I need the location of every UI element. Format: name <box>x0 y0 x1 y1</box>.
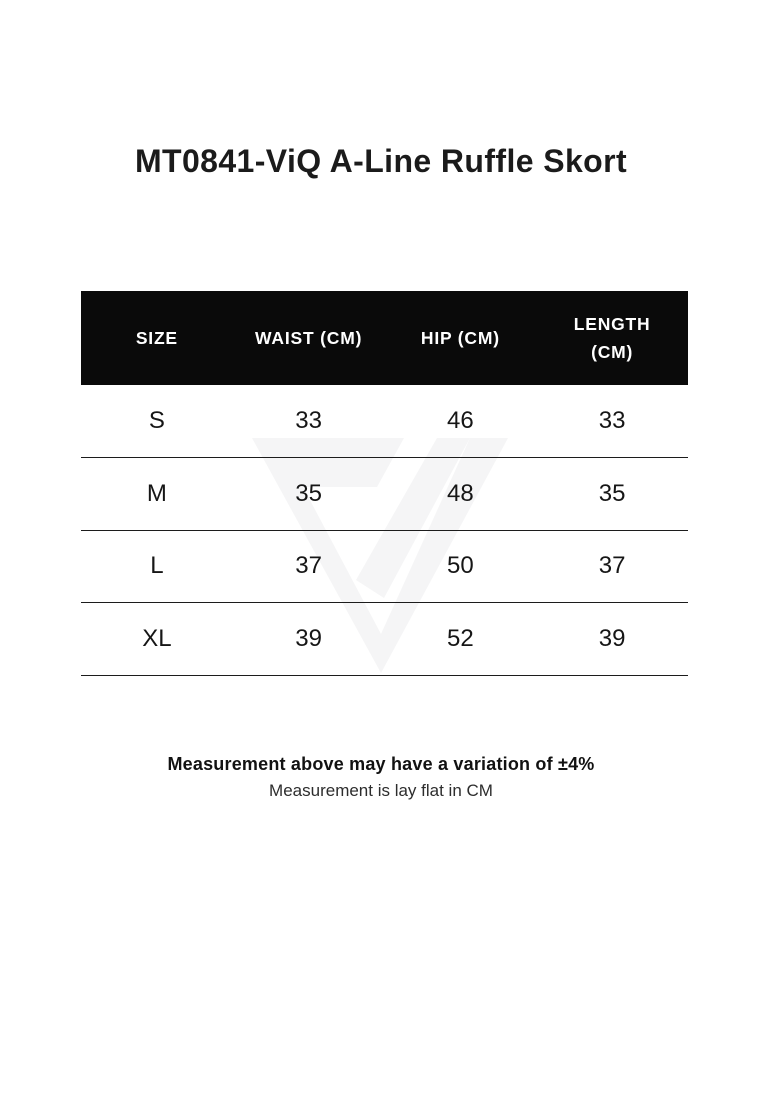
column-header-length-label: LENGTH (CM) <box>573 314 651 362</box>
column-header-waist <box>233 291 385 385</box>
column-header-length <box>536 291 688 385</box>
table-header <box>81 291 688 385</box>
header-row <box>81 291 688 385</box>
lay-flat-note: Measurement is lay flat in CM <box>269 781 493 801</box>
waist-cell: 35 <box>233 457 385 530</box>
length-cell: 33 <box>536 385 688 457</box>
table-row-xl <box>81 603 688 676</box>
size-chart-table <box>81 291 688 676</box>
waist-cell: 37 <box>233 530 385 603</box>
size-cell: L <box>81 530 233 603</box>
table-row-m <box>81 457 688 530</box>
column-header-size <box>81 291 233 385</box>
table-row-s <box>81 385 688 457</box>
column-header-size-label: SIZE <box>135 327 178 348</box>
waist-cell: 33 <box>233 385 385 457</box>
table-body <box>81 385 688 676</box>
waist-cell: 39 <box>233 603 385 676</box>
length-cell: 39 <box>536 603 688 676</box>
size-cell: M <box>81 457 233 530</box>
length-cell: 37 <box>536 530 688 603</box>
hip-cell: 50 <box>385 530 537 603</box>
size-cell: S <box>81 385 233 457</box>
variation-note: Measurement above may have a variation of ±4% <box>167 754 595 775</box>
page-title: MT0841-ViQ A-Line Ruffle Skort <box>134 143 628 179</box>
table-row-l <box>81 530 688 603</box>
hip-cell: 46 <box>385 385 537 457</box>
column-header-waist-label: WAIST (CM) <box>255 327 363 348</box>
column-header-hip <box>385 291 537 385</box>
length-cell: 35 <box>536 457 688 530</box>
hip-cell: 52 <box>385 603 537 676</box>
column-header-hip-label: HIP (CM) <box>420 327 500 348</box>
size-cell: XL <box>81 603 233 676</box>
hip-cell: 48 <box>385 457 537 530</box>
